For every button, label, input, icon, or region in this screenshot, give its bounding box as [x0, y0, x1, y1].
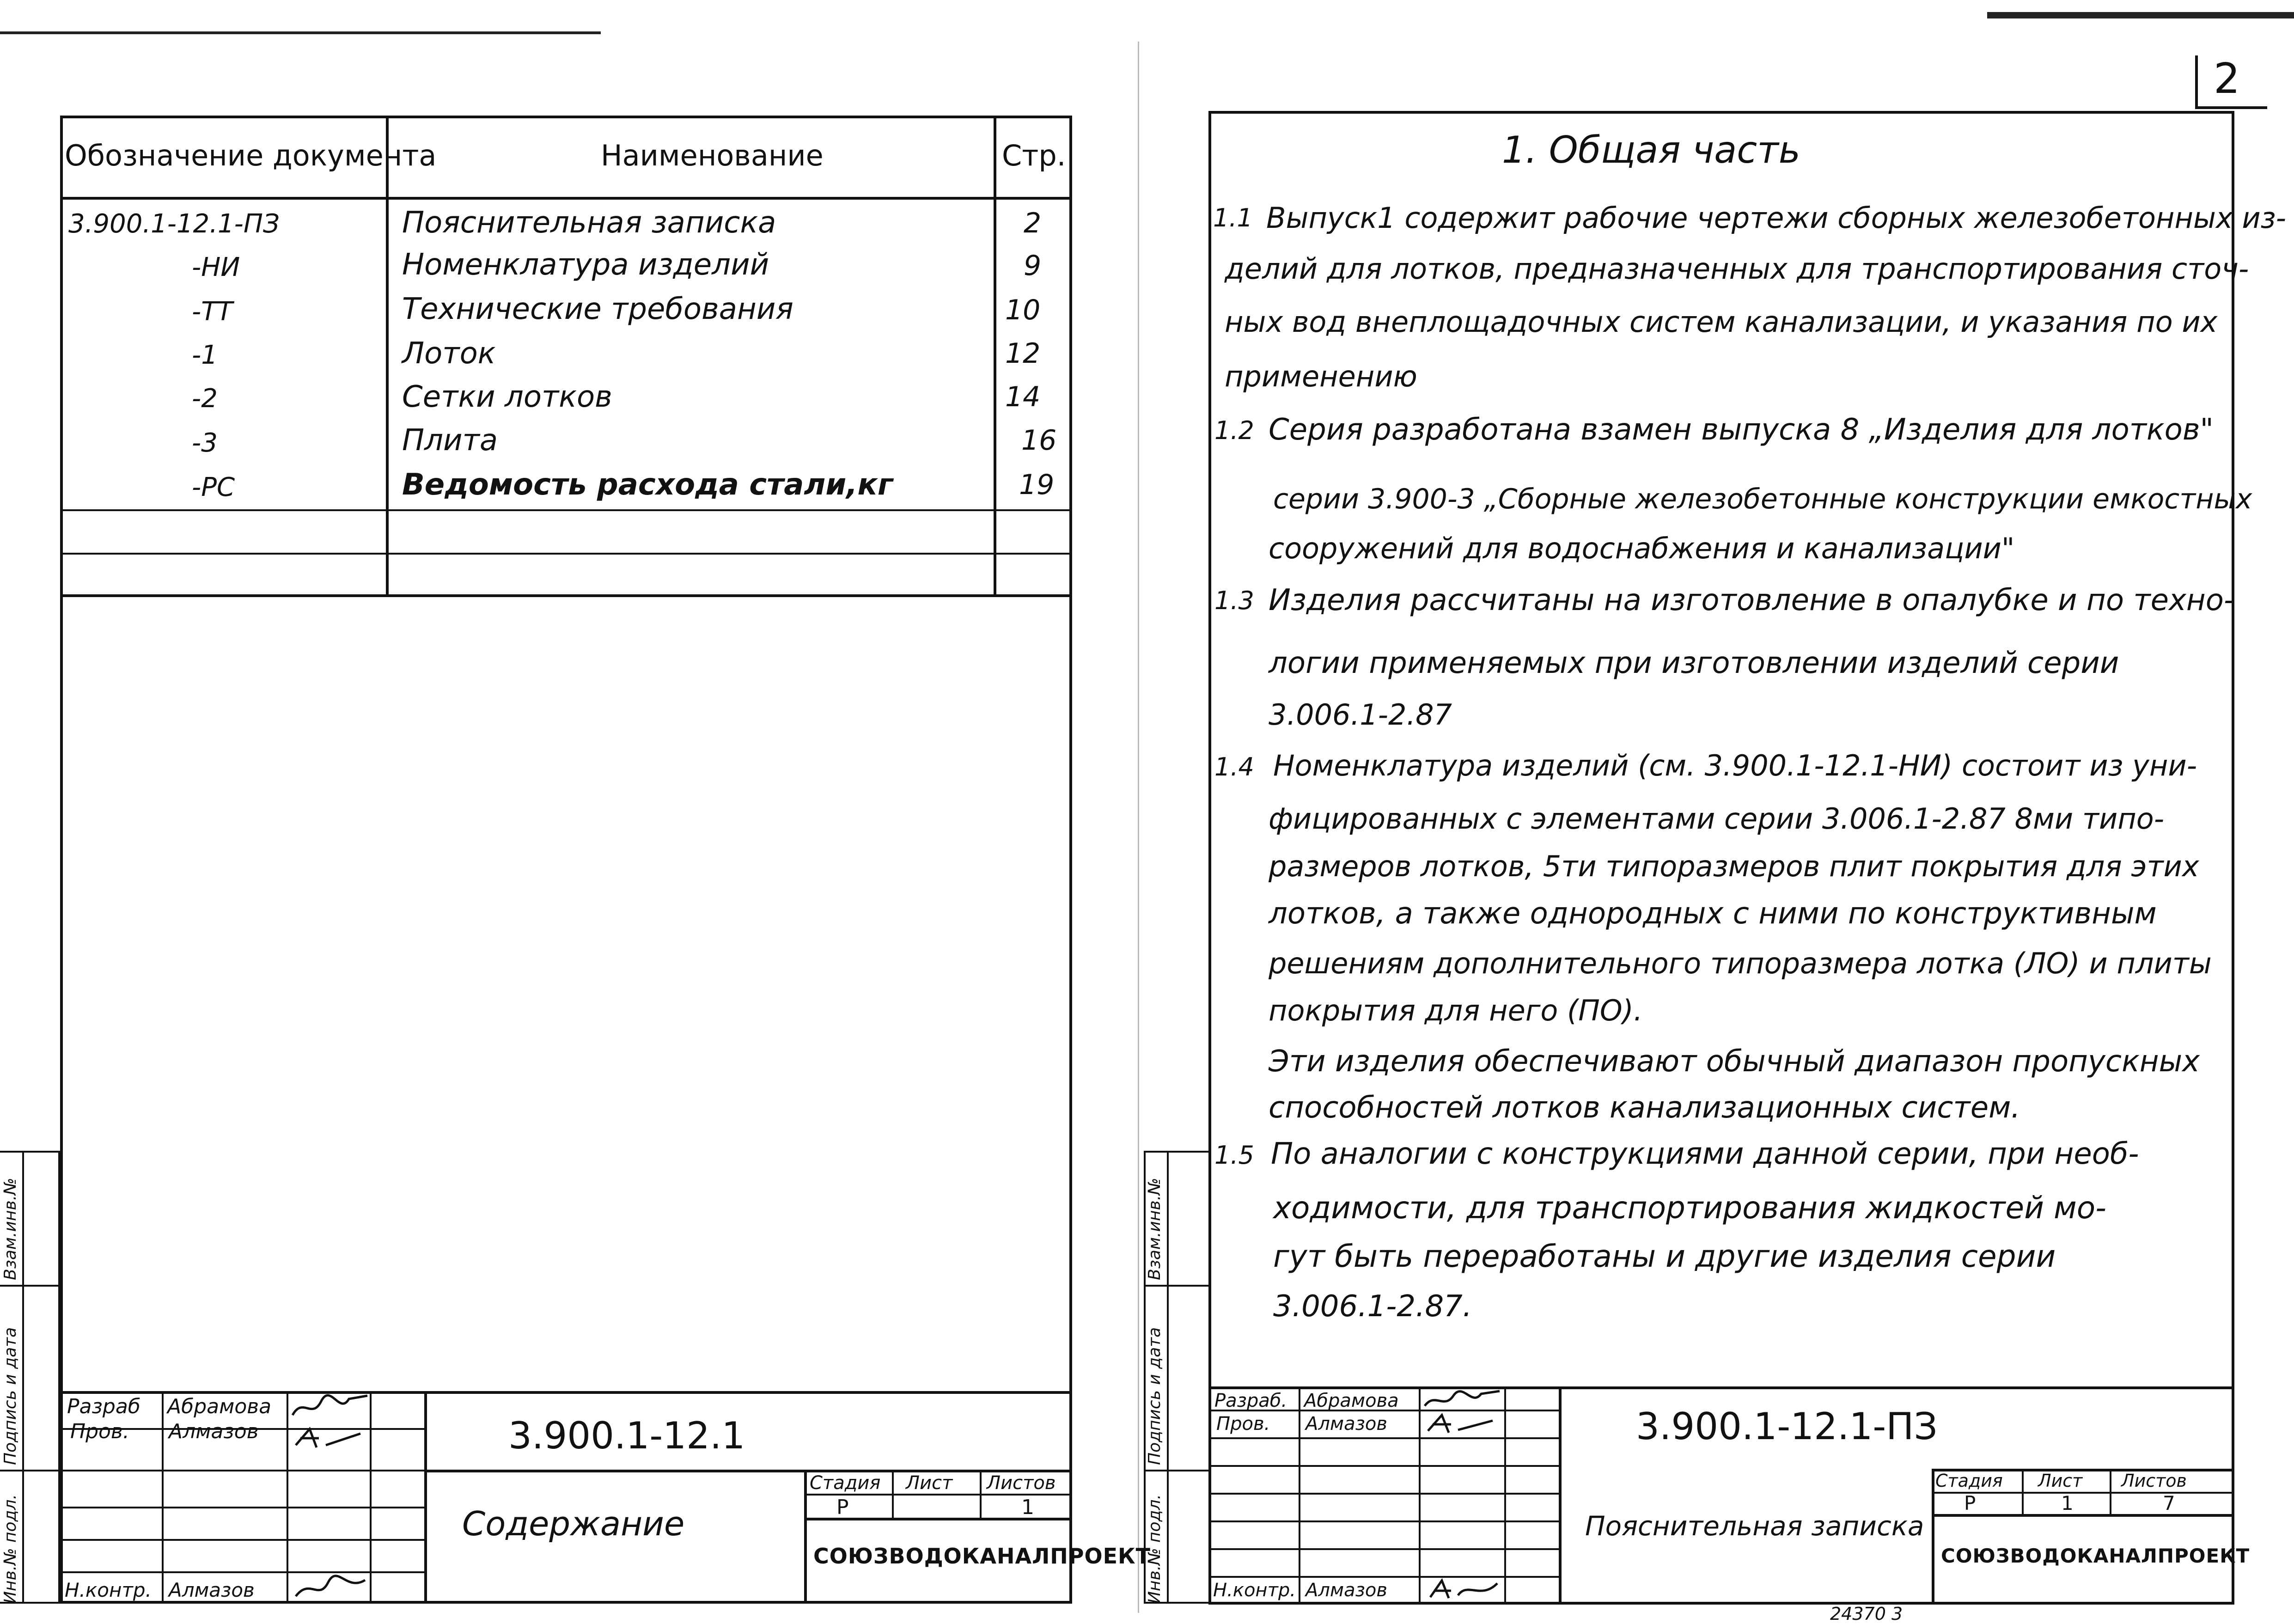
- signature-abramova: [1421, 1388, 1504, 1411]
- role-label: Пров.: [70, 1420, 129, 1443]
- table-divider: [386, 116, 389, 595]
- table-row-name: Сетки лотков: [402, 380, 612, 414]
- stamp-label: Инв.№ подл.: [1, 1494, 20, 1604]
- role-label: Н.контр.: [65, 1579, 152, 1601]
- sheets-value: 7: [2163, 1492, 2175, 1514]
- text-line: Изделия рассчитаны на изготовление в опалубке и по техно-: [1269, 583, 2234, 617]
- text-line: применению: [1225, 360, 1417, 393]
- paragraph-number: 1.2: [1214, 416, 1254, 445]
- text-line: способностей лотков канализационных систем.: [1269, 1091, 2020, 1125]
- title-block-line: [892, 1470, 894, 1518]
- document-designation: 3.900.1-12.1-ПЗ: [1636, 1405, 1938, 1448]
- title-block-line: [2022, 1469, 2024, 1514]
- title-block-line: [1559, 1386, 1562, 1604]
- text-line: решениям дополнительного типоразмера лотка (ЛО) и плиты: [1269, 946, 2212, 980]
- stamp-label: Подпись и дата: [1, 1327, 20, 1465]
- sheets-value: 1: [1021, 1496, 1034, 1519]
- section-heading: 1. Общая часть: [1502, 128, 1801, 171]
- text-line: ходимости, для транспортирования жидкостей мо-: [1273, 1190, 2106, 1226]
- table-row-page: 12: [1005, 337, 1041, 370]
- title-block-line: [1208, 1386, 2234, 1389]
- title-block-line: [1208, 1465, 1560, 1467]
- role-person: Алмазов: [1306, 1580, 1387, 1601]
- table-row-name: Плита: [402, 423, 498, 458]
- text-line: По аналогии с конструкциями данной серии, при необ-: [1271, 1137, 2139, 1171]
- stage-header: Стадия: [1935, 1471, 2003, 1491]
- paragraph-number: 1.1: [1213, 203, 1253, 232]
- role-person: Абрамова: [167, 1395, 272, 1418]
- stamp-divider: [1144, 1285, 1208, 1287]
- table-divider: [994, 116, 996, 595]
- title-block-line: [804, 1470, 807, 1604]
- stage-header: Стадия: [810, 1472, 881, 1494]
- title-block-line: [1419, 1386, 1421, 1604]
- text-line: Номенклатура изделий (см. 3.900.1-12.1-НИ) состоит из уни-: [1273, 749, 2197, 782]
- table-header-code: Обозначение документа: [65, 139, 437, 172]
- role-label: Разраб.: [1214, 1390, 1287, 1411]
- signature-almazov-nk: [291, 1573, 370, 1603]
- scan-fold-line: [1138, 42, 1139, 1613]
- title-block-line: [1208, 1437, 1560, 1439]
- signature-almazov: [291, 1424, 370, 1452]
- role-person: Абрамова: [1304, 1390, 1399, 1411]
- sheets-header: Листов: [2121, 1471, 2187, 1491]
- title-block-line: [1208, 1548, 1560, 1550]
- table-row-code: -1: [192, 340, 218, 370]
- sheet-title: Содержание: [462, 1504, 685, 1543]
- table-divider: [60, 509, 1072, 511]
- stamp-divider: [0, 1470, 60, 1471]
- text-line: размеров лотков, 5ти типоразмеров плит покрытия для этих: [1269, 849, 2199, 883]
- signature-abramova: [289, 1392, 372, 1424]
- table-row-code: 3.900.1-12.1-ПЗ: [68, 209, 280, 239]
- table-row-page: 10: [1005, 294, 1041, 326]
- text-line: 3.006.1-2.87: [1269, 698, 1452, 732]
- text-line: делий для лотков, предназначенных для транспортирования сточ-: [1225, 252, 2249, 286]
- scan-edge-top-right: [1987, 12, 2294, 18]
- title-block-line: [1932, 1514, 2234, 1517]
- title-block-line: [425, 1470, 1072, 1472]
- title-block-line: [1208, 1520, 1560, 1522]
- role-label: Разраб: [67, 1395, 140, 1418]
- title-block-line: [1932, 1492, 2234, 1494]
- paragraph-number: 1.3: [1214, 586, 1254, 615]
- text-line: серии 3.900-3 „Сборные железобетонные конструкции емкостных: [1273, 483, 2252, 515]
- table-row-code: -3: [192, 428, 218, 458]
- title-block-line: [1208, 1493, 1560, 1495]
- bottom-note: 24370 3: [1830, 1604, 1903, 1624]
- text-line: 3.006.1-2.87.: [1273, 1289, 1472, 1324]
- table-row-name: Пояснительная записка: [402, 206, 776, 240]
- stage-value: Р: [836, 1496, 849, 1519]
- sheets-header: Листов: [987, 1472, 1056, 1494]
- role-person: Алмазов: [1306, 1413, 1387, 1435]
- stamp-label: Взам.инв.№: [1145, 1178, 1164, 1280]
- text-line: Серия разработана взамен выпуска 8 „Изделия для лотков": [1269, 413, 2214, 447]
- table-row-name: Лоток: [402, 336, 496, 371]
- text-line: ных вод внеплощадочных систем канализации, и указания по их: [1225, 305, 2218, 339]
- stamp-label: Взам.инв.№: [1, 1178, 20, 1280]
- title-block-line: [1932, 1469, 1934, 1605]
- table-row-code: -2: [192, 384, 218, 414]
- table-divider: [60, 553, 1072, 555]
- role-label: Н.контр.: [1213, 1580, 1296, 1601]
- stamp-divider: [1144, 1470, 1208, 1471]
- table-row-name: Ведомость расхода стали,кг: [402, 468, 893, 502]
- left-sheet-frame: [60, 116, 1072, 1604]
- sheet-value: 1: [2061, 1492, 2074, 1514]
- stamp-label: Инв.№ подл.: [1145, 1494, 1164, 1604]
- title-block-line: [60, 1391, 1072, 1394]
- table-row-name: Технические требования: [402, 292, 793, 326]
- role-label: Пров.: [1216, 1413, 1270, 1435]
- page-number: 2: [2214, 55, 2240, 103]
- title-block-line: [424, 1391, 427, 1604]
- title-block-line: [1208, 1576, 1560, 1578]
- role-person: Алмазов: [169, 1579, 255, 1601]
- table-row-page: 19: [1019, 469, 1055, 501]
- text-line: гут быть переработаны и другие изделия серии: [1273, 1239, 2056, 1274]
- table-header-page: Стр.: [1002, 139, 1066, 172]
- title-block-line: [1299, 1386, 1300, 1604]
- text-line: фицированных с элементами серии 3.006.1-2.87 8ми типо-: [1269, 802, 2165, 836]
- paragraph-number: 1.4: [1214, 752, 1254, 781]
- sheet-header: Лист: [906, 1472, 953, 1494]
- stamp-divider: [1167, 1151, 1169, 1604]
- title-block-line: [980, 1470, 982, 1518]
- table-row-code: -РС: [192, 472, 235, 502]
- table-row-code: -НИ: [192, 252, 240, 282]
- table-divider: [60, 594, 1072, 597]
- title-block-line: [162, 1391, 164, 1604]
- scan-edge-top: [0, 31, 601, 34]
- document-designation: 3.900.1-12.1: [508, 1414, 745, 1457]
- organization: СОЮЗВОДОКАНАЛПРОЕКТ: [1941, 1545, 2250, 1567]
- role-person: Алмазов: [169, 1420, 259, 1443]
- signature-almazov-nk: [1426, 1577, 1502, 1603]
- sheet-header: Лист: [2038, 1471, 2083, 1491]
- table-row-code: -ТТ: [192, 297, 233, 327]
- text-line: Эти изделия обеспечивают обычный диапазон пропускных: [1269, 1044, 2200, 1079]
- table-header-name: Наименование: [601, 139, 824, 172]
- text-line: лотков, а также однородных с ними по конструктивным: [1269, 897, 2157, 931]
- title-block-line: [2110, 1469, 2111, 1514]
- organization: СОЮЗВОДОКАНАЛПРОЕКТ: [813, 1544, 1151, 1569]
- table-row-page: 14: [1005, 381, 1041, 413]
- sheet-title: Пояснительная записка: [1585, 1510, 1924, 1542]
- table-row-page: 16: [1021, 424, 1057, 457]
- table-row-page: 2: [1024, 207, 1042, 239]
- stamp-label: Подпись и дата: [1145, 1327, 1164, 1465]
- table-row-name: Номенклатура изделий: [402, 248, 769, 282]
- stamp-divider: [0, 1285, 60, 1287]
- text-line: сооружений для водоснабжения и канализации": [1269, 531, 2015, 565]
- text-line: Выпуск1 содержит рабочие чертежи сборных железобетонных из-: [1266, 201, 2286, 235]
- text-line: покрытия для него (ПО).: [1269, 994, 1643, 1027]
- signature-almazov: [1423, 1411, 1502, 1436]
- stamp-divider: [22, 1151, 24, 1604]
- title-block-line: [1504, 1386, 1506, 1604]
- paragraph-number: 1.5: [1214, 1141, 1254, 1170]
- text-line: логии применяемых при изготовлении изделий серии: [1269, 646, 2119, 680]
- table-divider: [60, 197, 1072, 200]
- stage-value: Р: [1964, 1492, 1976, 1514]
- title-block-line: [287, 1391, 288, 1604]
- table-row-page: 9: [1024, 250, 1042, 282]
